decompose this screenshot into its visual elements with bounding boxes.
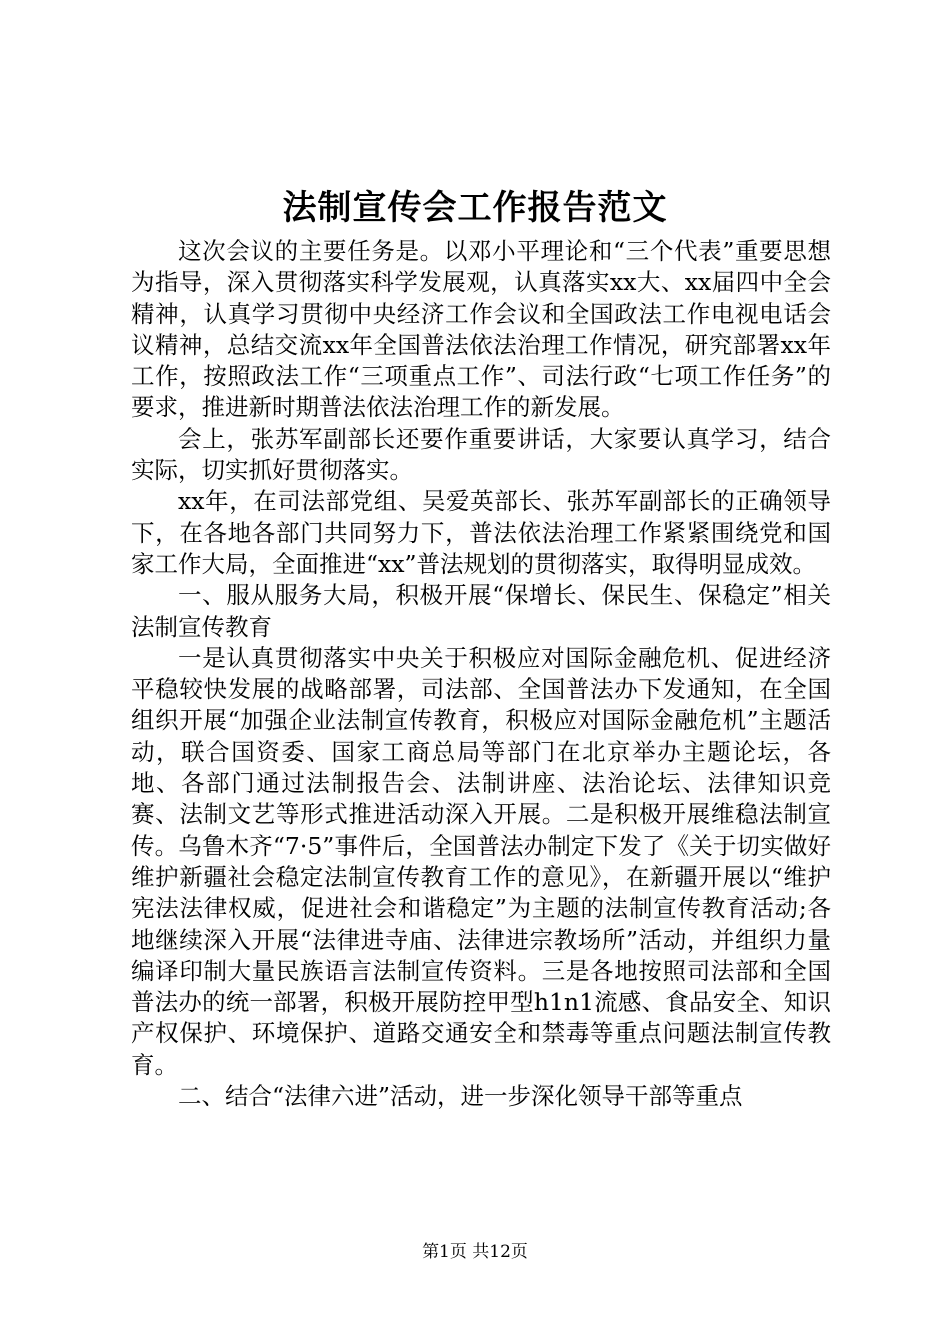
paragraph: 一是认真贯彻落实中央关于积极应对国际金融危机、促进经济平稳较快发展的战略部署，司法部、全国普法办下发通知，在全国组织开展“加强企业法制宣传教育，积极应对国际金融危机”主题活动，联合国资委、国家工商总局等部门在北京举办主题论坛，各地、各部门通过法制报告会、法制讲座、法治论坛、法律知识竞赛、法制文艺等形式推进活动深入开展。二是积极开展维稳法制宣传。乌鲁木齐“7·5”事件后，全国普法办制定下发了《关于切实做好维护新疆社会稳定法制宣传教育工作的意见》，在新疆开展以“维护宪法法律权威，促进社会和谐稳定”为主题的法制宣传教育活动;各地继续深入开展“法律进寺庙、法律进宗教场所”活动，并组织力量编译印制大量民族语言法制宣传资料。三是各地按照司法部和全国普法办的统一部署，积极开展防控甲型h1n1流感、食品安全、知识产权保护、环境保护、道路交通安全和禁毒等重点问题法制宣传教育。 bbox=[131, 643, 831, 1079]
document-title: 法制宣传会工作报告范文 bbox=[282, 188, 668, 228]
section-heading: 一、服从服务大局，积极开展“保增长、保民生、保稳定”相关法制宣传教育 bbox=[131, 581, 831, 641]
document-body bbox=[131, 236, 831, 1112]
paragraph: 这次会议的主要任务是。以邓小平理论和“三个代表”重要思想为指导，深入贯彻落实科学发展观，认真落实xx大、xx届四中全会精神，认真学习贯彻中央经济工作会议和全国政法工作电视电话会议精神，总结交流xx年全国普法依法治理工作情况，研究部署xx年工作，按照政法工作“三项重点工作”、司法行政“七项工作任务”的要求，推进新时期普法依法治理工作的新发展。 bbox=[131, 237, 831, 422]
paragraph: 会上，张苏军副部长还要作重要讲话，大家要认真学习，结合实际，切实抓好贯彻落实。 bbox=[131, 424, 831, 485]
paragraph: xx年，在司法部党组、吴爱英部长、张苏军副部长的正确领导下，在各地各部门共同努力下，普法依法治理工作紧紧围绕党和国家工作大局，全面推进“xx”普法规划的贯彻落实，取得明显成效。 bbox=[131, 487, 831, 578]
page-indicator: 第1页 共12页 bbox=[422, 1242, 528, 1262]
section-heading: 二、结合“法律六进”活动，进一步深化领导干部等重点 bbox=[178, 1082, 743, 1111]
